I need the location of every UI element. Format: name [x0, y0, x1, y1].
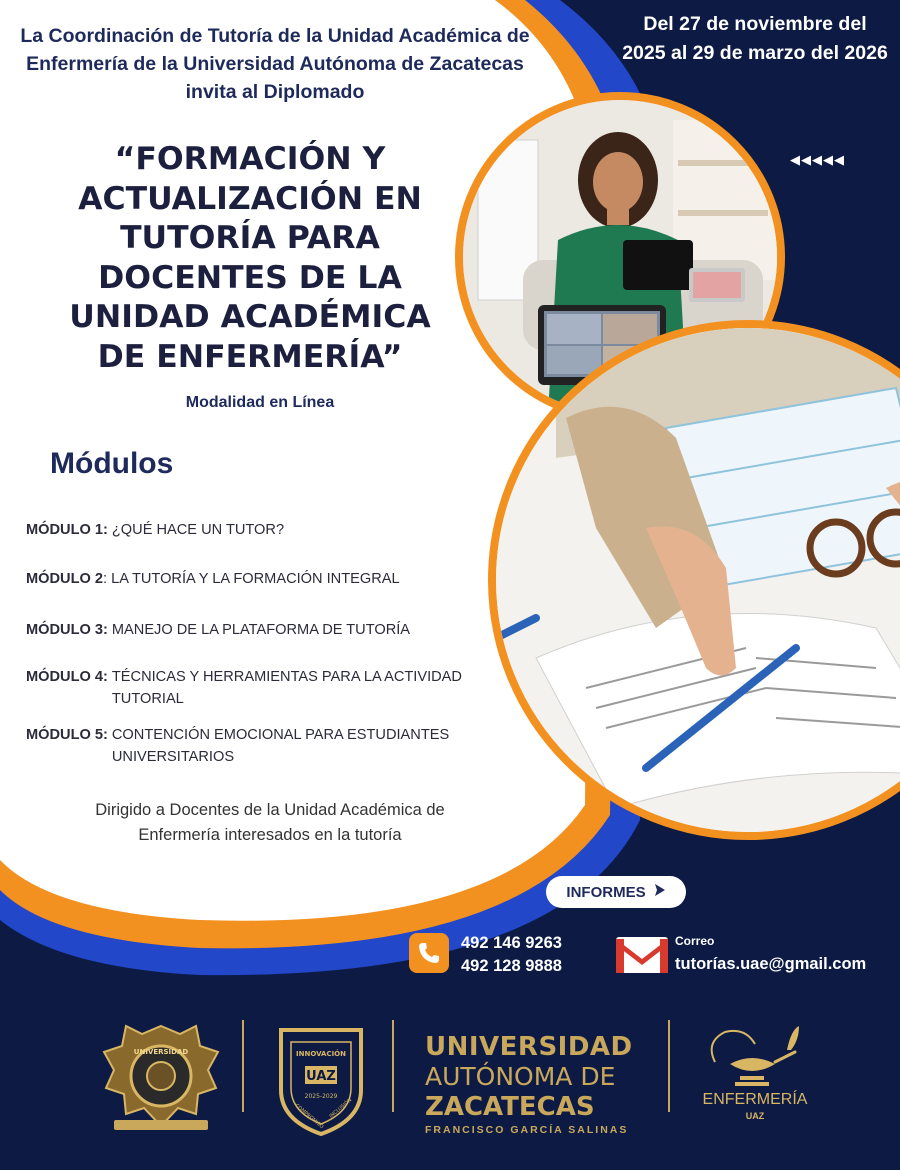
- phone-number[interactable]: 492 128 9888: [461, 957, 562, 975]
- module-text: : LA TUTORÍA Y LA FORMACIÓN INTEGRAL: [103, 571, 400, 587]
- module-label: MÓDULO 1:: [26, 522, 108, 538]
- divider: [242, 1020, 244, 1112]
- informes-button[interactable]: [546, 876, 686, 908]
- phone-icon: [409, 933, 449, 973]
- module-text: TÉCNICAS Y HERRAMIENTAS PARA LA ACTIVIDAD TUTORIAL: [111, 669, 462, 707]
- email-address[interactable]: tutorías.uae@gmail.com: [675, 955, 867, 973]
- arrows-decoration: ◀◀◀◀◀: [790, 152, 845, 167]
- logo-line: AUTÓNOMA DE: [425, 1062, 616, 1091]
- nursing-logo-text: [700, 1092, 810, 1124]
- photo-study: [488, 320, 900, 840]
- svg-text:COMPROMISO: COMPROMISO: [293, 1102, 325, 1131]
- module-text: CONTENCIÓN EMOCIONAL PARA ESTUDIANTES UNIVERSITARIOS: [111, 727, 450, 765]
- svg-text:2025-2029: 2025-2029: [304, 1093, 338, 1100]
- module-text: MANEJO DE LA PLATAFORMA DE TUTORÍA: [111, 622, 411, 638]
- module-label: MÓDULO 3:: [26, 622, 108, 638]
- university-seal-logo: [100, 1022, 222, 1134]
- nursing-sub: UAZ: [745, 1111, 765, 1121]
- nursing-name: ENFERMERÍA: [702, 1091, 808, 1108]
- module-item: [26, 568, 506, 590]
- logo-line: UNIVERSIDAD: [425, 1032, 633, 1062]
- arrow-right-icon: [654, 883, 666, 901]
- informes-label: INFORMES: [566, 883, 646, 901]
- modules-heading: Módulos: [50, 447, 174, 480]
- module-item: [26, 666, 506, 710]
- module-text: ¿QUÉ HACE UN TUTOR?: [111, 522, 285, 538]
- svg-text:UNIVERSIDAD: UNIVERSIDAD: [133, 1048, 189, 1056]
- svg-text:UAZ: UAZ: [306, 1069, 336, 1084]
- divider: [392, 1020, 394, 1112]
- diploma-title: “FORMACIÓN Y ACTUALIZACIÓN EN TUTORÍA PARA DOCENTES DE LA UNIDAD ACADÉMICA DE ENFERMERÍA”: [69, 141, 431, 375]
- date-range: Del 27 de noviembre del 2025 al 29 de marzo del 2026: [622, 13, 888, 64]
- module-item: [26, 724, 506, 768]
- svg-text:INCLUSIÓN: INCLUSIÓN: [328, 1097, 354, 1120]
- university-name-logo: [425, 1032, 650, 1136]
- module-item: [26, 519, 506, 541]
- divider: [668, 1020, 670, 1112]
- module-label: MÓDULO 5:: [26, 727, 108, 743]
- uaz-badge-logo: [273, 1020, 369, 1136]
- module-label: MÓDULO 2: [26, 571, 104, 587]
- target-audience: Dirigido a Docentes de la Unidad Académica de Enfermería interesados en la tutoría: [95, 801, 445, 844]
- module-label: MÓDULO 4:: [26, 669, 108, 685]
- phone-numbers: [461, 932, 562, 978]
- phone-number[interactable]: 492 146 9263: [461, 934, 562, 952]
- mail-label: Correo: [675, 934, 715, 948]
- intro-text: La Coordinación de Tutoría de la Unidad Académica de Enfermería de la Universidad Autónoma de Zacatecas invita al Diplomado: [20, 25, 530, 103]
- logo-line: ZACATECAS: [425, 1092, 595, 1122]
- svg-text:INNOVACIÓN: INNOVACIÓN: [296, 1050, 346, 1058]
- modality-text: Modalidad en Línea: [185, 394, 335, 411]
- module-item: [26, 619, 506, 641]
- study-illustration: [496, 328, 900, 832]
- logo-line: FRANCISCO GARCÍA SALINAS: [425, 1124, 629, 1136]
- mail-icon: [614, 935, 670, 975]
